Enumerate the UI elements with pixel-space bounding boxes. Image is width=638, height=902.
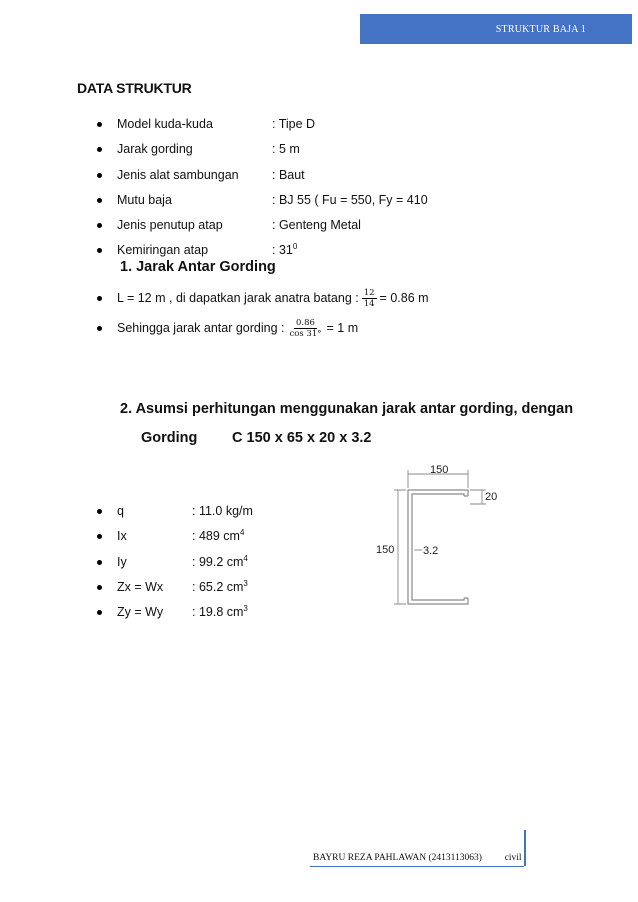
list-item: Jarak gording : 5 m (97, 141, 239, 166)
bullet-icon (97, 223, 102, 228)
list-item: Iy : 99.2 $cm^4$ (97, 554, 163, 579)
header-banner (360, 14, 632, 44)
list-item: Jenis penutup atap : Genteng Metal (97, 217, 239, 242)
bullet-icon (97, 326, 102, 331)
section2-heading: 2. Asumsi perhitungan menggunakan jarak antar gording, dengan (120, 401, 574, 417)
bullet-icon (97, 147, 102, 152)
section1-list (97, 288, 429, 348)
footer-rule (310, 866, 524, 867)
fraction: $\frac{0.86}{\cos 31^\circ}$ (289, 318, 322, 340)
bullet-icon (97, 585, 102, 590)
list-item: Sehingga jarak antar gording : $\frac{0.86}{\cos 31^\circ}$ = 1 m (97, 318, 429, 348)
bullet-icon (97, 173, 102, 178)
list-item: Jenis alat sambungan : Baut (97, 167, 239, 192)
bullet-icon (97, 248, 102, 253)
list-item: Model kuda-kuda : Tipe D (97, 116, 239, 141)
list-item: Mutu baja : BJ 55 ( Fu = 550, Fy = 410 (97, 192, 239, 217)
footer-divider (524, 830, 526, 866)
header-text: STRUKTUR BAJA 1 (495, 23, 586, 35)
height-dimension-label: 150 (376, 544, 395, 556)
top-dimension-label: 150 (430, 464, 449, 476)
fraction: $\frac{12}{14}$ (363, 288, 375, 310)
list-item: q : 11.0 kg/m (97, 503, 163, 528)
profile-label: Gording (141, 430, 198, 446)
lip-dimension-label: 20 (485, 491, 498, 503)
bullet-icon (97, 610, 102, 615)
profile-value: C 150 x 65 x 20 x 3.2 (232, 430, 372, 446)
c-channel-diagram (372, 462, 502, 614)
list-item: Ix : 489 $cm^4$ (97, 528, 163, 553)
footer-author: BAYRU REZA PAHLAWAN (2413113063) civil (313, 853, 522, 863)
bullet-icon (97, 122, 102, 127)
bullet-icon (97, 560, 102, 565)
bullet-icon (97, 198, 102, 203)
thickness-label: 3.2 (423, 545, 439, 557)
list-item: L = 12 m , di dapatkan jarak anatra batang : $\frac{12}{14}$ = 0.86 m (97, 288, 429, 318)
bullet-icon (97, 534, 102, 539)
list-item: Kemiringan atap : $31^0$ (97, 242, 239, 267)
section1-heading: 1. Jarak Antar Gording (120, 259, 276, 275)
bullet-icon (97, 509, 102, 514)
bullet-icon (97, 296, 102, 301)
page-title: DATA STRUKTUR (77, 80, 192, 96)
properties-list (97, 503, 253, 629)
list-item: Zy = Wy : 19.8 $cm^3$ (97, 604, 163, 629)
list-item: Zx = Wx : 65.2 $cm^3$ (97, 579, 163, 604)
